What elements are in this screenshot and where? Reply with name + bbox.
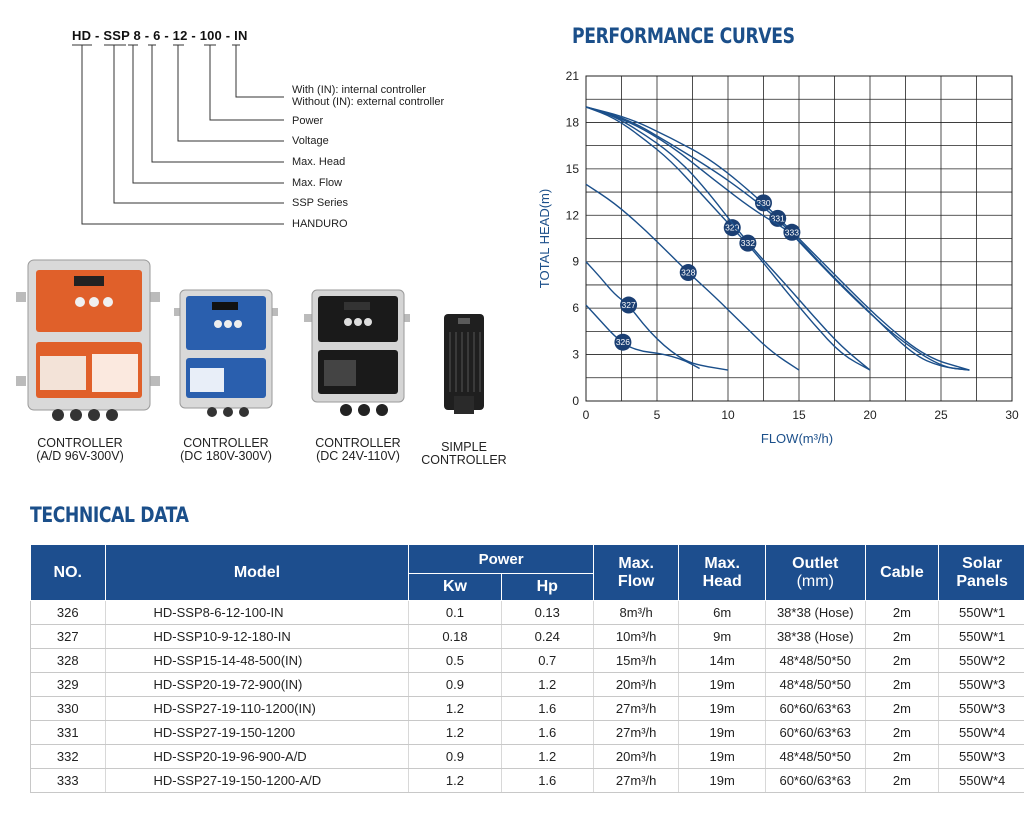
x-tick-label: 20 — [863, 408, 877, 422]
cell-cable: 2m — [865, 745, 939, 769]
table-row — [31, 721, 1024, 745]
legend-voltage: Voltage — [292, 135, 329, 147]
controller-dc-high-caption — [176, 437, 276, 463]
model-code-legend — [0, 0, 520, 240]
cell-model: HD-SSP8-6-12-100-IN — [105, 601, 409, 625]
header-power: Power — [409, 545, 594, 574]
cell-hp: 1.6 — [501, 721, 593, 745]
cell-model: HD-SSP20-19-96-900-A/D — [105, 745, 409, 769]
cell-kw: 0.9 — [409, 745, 501, 769]
cell-cable: 2m — [865, 625, 939, 649]
header-no: NO. — [31, 545, 106, 601]
cell-cable: 2m — [865, 649, 939, 673]
cell-outlet: 48*48/50*50 — [765, 649, 865, 673]
table-row — [31, 697, 1024, 721]
cell-hp: 0.13 — [501, 601, 593, 625]
cell-outlet: 38*38 (Hose) — [765, 625, 865, 649]
simple-controller-caption — [416, 441, 512, 467]
table-row — [31, 649, 1024, 673]
cell-solar: 550W*2 — [939, 649, 1024, 673]
cell-flow: 10m³/h — [593, 625, 679, 649]
technical-data-table — [30, 544, 1024, 793]
cell-head: 19m — [679, 769, 766, 793]
cell-solar: 550W*4 — [939, 769, 1024, 793]
cell-solar: 550W*4 — [939, 721, 1024, 745]
cell-flow: 27m³/h — [593, 697, 679, 721]
series-label-331: 331 — [770, 213, 785, 224]
cell-hp: 1.6 — [501, 697, 593, 721]
controller-ad-label: CONTROLLER — [37, 436, 123, 450]
controller-dc-low-label: CONTROLLER — [315, 436, 401, 450]
technical-data-title: TECHNICAL DATA — [30, 503, 189, 527]
cell-cable: 2m — [865, 673, 939, 697]
header-max-head-line2: Head — [702, 572, 742, 590]
cell-outlet: 60*60/63*63 — [765, 697, 865, 721]
series-label-333: 333 — [784, 227, 799, 238]
cell-model: HD-SSP10-9-12-180-IN — [105, 625, 409, 649]
y-tick-label: 9 — [572, 254, 579, 269]
technical-data-rows — [31, 601, 1024, 793]
controller-dc-high-label: CONTROLLER — [183, 436, 269, 450]
controller-dc-low-image — [302, 288, 412, 418]
cell-solar: 550W*1 — [939, 601, 1024, 625]
cell-no: 331 — [31, 721, 106, 745]
x-tick-label: 10 — [721, 408, 735, 422]
cell-solar: 550W*3 — [939, 697, 1024, 721]
x-tick-label: 15 — [792, 408, 806, 422]
table-row — [31, 769, 1024, 793]
cell-model: HD-SSP15-14-48-500(IN) — [105, 649, 409, 673]
cell-head: 6m — [679, 601, 766, 625]
x-tick-label: 30 — [1005, 408, 1019, 422]
cell-flow: 20m³/h — [593, 673, 679, 697]
header-kw: Kw — [409, 574, 501, 601]
series-label-328: 328 — [681, 267, 696, 278]
header-max-flow-line1: Max. — [618, 554, 654, 572]
cell-no: 329 — [31, 673, 106, 697]
cell-cable: 2m — [865, 721, 939, 745]
x-tick-label: 5 — [653, 408, 661, 422]
performance-curves-title: PERFORMANCE CURVES — [572, 24, 795, 48]
cell-outlet: 48*48/50*50 — [765, 745, 865, 769]
cell-flow: 15m³/h — [593, 649, 679, 673]
cell-model: HD-SSP27-19-150-1200-A/D — [105, 769, 409, 793]
header-outlet-line2: (mm) — [796, 572, 834, 590]
controller-ad-image — [10, 258, 160, 423]
cell-head: 19m — [679, 721, 766, 745]
cell-flow: 8m³/h — [593, 601, 679, 625]
table-row — [31, 673, 1024, 697]
legend-ssp-series: SSP Series — [292, 197, 349, 209]
cell-no: 332 — [31, 745, 106, 769]
cell-kw: 1.2 — [409, 697, 501, 721]
x-axis-label: FLOW(m³/h) — [760, 431, 834, 446]
cell-hp: 0.7 — [501, 649, 593, 673]
header-max-flow-line2: Flow — [617, 572, 655, 590]
cell-flow: 27m³/h — [593, 769, 679, 793]
cell-flow: 27m³/h — [593, 721, 679, 745]
cell-model: HD-SSP27-19-150-1200 — [105, 721, 409, 745]
series-label-332: 332 — [740, 238, 755, 249]
cell-outlet: 60*60/63*63 — [765, 721, 865, 745]
y-tick-label: 18 — [565, 115, 579, 130]
legend-external-controller: Without (IN): external controller — [292, 96, 445, 108]
controller-dc-high-image — [172, 288, 280, 418]
legend-max-head: Max. Head — [292, 156, 346, 168]
cell-model: HD-SSP27-19-110-1200(IN) — [105, 697, 409, 721]
cell-hp: 1.2 — [501, 745, 593, 769]
header-hp: Hp — [501, 574, 593, 601]
y-tick-label: 3 — [572, 347, 579, 362]
header-solar-panels — [939, 545, 1024, 601]
cell-kw: 1.2 — [409, 769, 501, 793]
y-tick-label: 15 — [565, 161, 579, 176]
legend-handuro: HANDURO — [292, 218, 348, 230]
table-row — [31, 601, 1024, 625]
controller-dc-low-caption — [308, 437, 408, 463]
header-solar-line1: Solar — [962, 554, 1003, 572]
simple-controller-label-2: CONTROLLER — [421, 453, 507, 467]
cell-no: 330 — [31, 697, 106, 721]
cell-head: 9m — [679, 625, 766, 649]
controller-ad-voltage: (A/D 96V-300V) — [36, 449, 124, 463]
y-tick-label: 21 — [565, 69, 579, 83]
series-label-330: 330 — [756, 197, 771, 208]
y-tick-label: 0 — [572, 394, 579, 408]
header-solar-line2: Panels — [956, 572, 1008, 590]
cell-model: HD-SSP20-19-72-900(IN) — [105, 673, 409, 697]
cell-head: 14m — [679, 649, 766, 673]
y-axis-label: TOTAL HEAD(m) — [537, 188, 552, 289]
simple-controller-label-1: SIMPLE — [441, 440, 487, 454]
cell-solar: 550W*1 — [939, 625, 1024, 649]
controller-dc-high-voltage: (DC 180V-300V) — [180, 449, 272, 463]
legend-max-flow: Max. Flow — [292, 177, 343, 189]
cell-kw: 0.5 — [409, 649, 501, 673]
cell-no: 328 — [31, 649, 106, 673]
cell-cable: 2m — [865, 697, 939, 721]
y-tick-label: 12 — [565, 208, 579, 223]
header-model: Model — [105, 545, 409, 601]
header-max-head — [679, 545, 766, 601]
cell-outlet: 48*48/50*50 — [765, 673, 865, 697]
cell-solar: 550W*3 — [939, 745, 1024, 769]
header-max-flow — [593, 545, 679, 601]
header-outlet — [765, 545, 865, 601]
series-label-329: 329 — [725, 222, 740, 233]
header-max-head-line1: Max. — [704, 554, 740, 572]
series-label-327: 327 — [621, 300, 636, 311]
cell-solar: 550W*3 — [939, 673, 1024, 697]
cell-head: 19m — [679, 745, 766, 769]
cell-flow: 20m³/h — [593, 745, 679, 769]
simple-controller-image — [440, 312, 490, 420]
cell-kw: 0.1 — [409, 601, 501, 625]
header-outlet-line1: Outlet — [792, 554, 839, 572]
performance-chart — [520, 60, 1024, 452]
cell-outlet: 38*38 (Hose) — [765, 601, 865, 625]
x-tick-label: 0 — [582, 408, 590, 422]
cell-kw: 1.2 — [409, 721, 501, 745]
cell-head: 19m — [679, 697, 766, 721]
cell-head: 19m — [679, 673, 766, 697]
cell-cable: 2m — [865, 769, 939, 793]
controller-ad-caption — [28, 437, 132, 463]
cell-kw: 0.18 — [409, 625, 501, 649]
cell-hp: 1.6 — [501, 769, 593, 793]
cell-no: 327 — [31, 625, 106, 649]
cell-no: 326 — [31, 601, 106, 625]
model-code-example: HD - SSP 8 - 6 - 12 - 100 - IN — [72, 28, 248, 43]
cell-outlet: 60*60/63*63 — [765, 769, 865, 793]
header-cable: Cable — [865, 545, 939, 601]
cell-hp: 1.2 — [501, 673, 593, 697]
cell-no: 333 — [31, 769, 106, 793]
x-tick-label: 25 — [934, 408, 948, 422]
legend-internal-controller: With (IN): internal controller — [292, 84, 426, 96]
table-row — [31, 745, 1024, 769]
cell-cable: 2m — [865, 601, 939, 625]
series-label-326: 326 — [615, 337, 631, 348]
cell-hp: 0.24 — [501, 625, 593, 649]
controller-dc-low-voltage: (DC 24V-110V) — [316, 449, 400, 463]
cell-kw: 0.9 — [409, 673, 501, 697]
table-row — [31, 625, 1024, 649]
y-tick-label: 6 — [572, 301, 579, 316]
legend-power: Power — [292, 115, 324, 127]
